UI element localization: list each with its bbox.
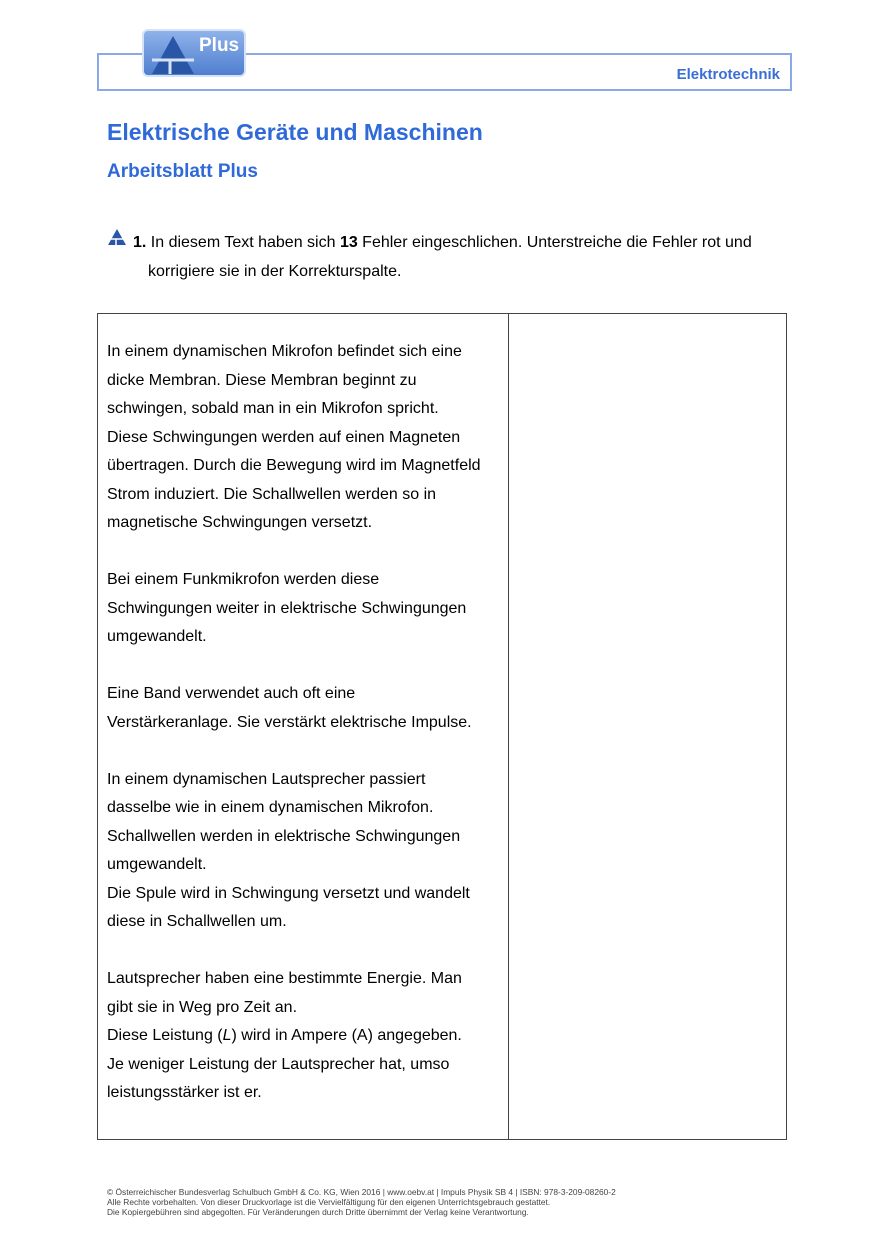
text-line: In einem dynamischen Lautsprecher passiert [107, 770, 426, 788]
text-line: Lautsprecher haben eine bestimmte Energie. Man [107, 970, 462, 987]
text-segment: Diese Leistung ( [107, 1027, 223, 1044]
footer-disclaimer: Die Kopiergebühren sind abgegolten. Für Veränderungen durch Dritte übernimmt der Verlag keine Verantwortung. [107, 1207, 529, 1217]
paragraph-5 [107, 965, 508, 1108]
logo-text: Plus [199, 35, 240, 56]
text-line: Schwingungen weiter in elektrische Schwingungen [107, 599, 467, 617]
paragraph-1 [107, 338, 508, 538]
text-line: schwingen, sobald man in ein Mikrofon spricht. [107, 400, 439, 417]
footer-copyright: © Österreichischer Bundesverlag Schulbuch GmbH & Co. KG, Wien 2016 | www.oebv.at | Impuls Physik SB 4 | ISBN: 978-3-209-08260-2 [107, 1187, 616, 1197]
task-text-before: In diesem Text haben sich [146, 234, 340, 251]
text-line: dicke Membran. Diese Membran beginnt zu [107, 371, 417, 389]
text-line [107, 1022, 508, 1051]
page-title: Elektrische Geräte und Maschinen [107, 119, 483, 145]
text-line: Strom induziert. Die Schallwellen werden so in [107, 485, 437, 503]
triangle-task-icon [107, 228, 127, 246]
text-line: leistungsstärker ist er. [107, 1084, 262, 1101]
text-line: Verstärkeranlage. Sie verstärkt elektrische Impulse. [107, 713, 472, 731]
paragraph-2 [107, 566, 508, 652]
paragraph-4 [107, 766, 508, 937]
correction-table [97, 313, 787, 1140]
text-line: Diese Schwingungen werden auf einen Magneten [107, 428, 461, 446]
text-line: Die Spule wird in Schwingung versetzt und wandelt [107, 884, 470, 902]
text-line: dasselbe wie in einem dynamischen Mikrofon. [107, 799, 434, 816]
triangle-logo-icon [150, 34, 196, 76]
subject-label: Elektrotechnik [676, 66, 780, 83]
task-line-2: korrigiere sie in der Korrekturspalte. [148, 263, 402, 280]
paragraph-3 [107, 680, 508, 737]
text-line: Je weniger Leistung der Lautsprecher hat, umso [107, 1055, 450, 1073]
footer [107, 1187, 616, 1217]
text-column [98, 314, 509, 1140]
page-subtitle: Arbeitsblatt Plus [107, 161, 258, 182]
footer-rights: Alle Rechte vorbehalten. Von dieser Druckvorlage ist die Vervielfältigung für den eigenen Unterrichtsgebrauch gestattet. [107, 1197, 551, 1207]
plus-logo [142, 29, 246, 77]
text-line: gibt sie in Weg pro Zeit an. [107, 998, 298, 1016]
text-line: diese in Schallwellen um. [107, 913, 287, 930]
text-line: Eine Band verwendet auch oft eine [107, 685, 356, 702]
correction-column[interactable] [509, 314, 787, 1140]
error-count: 13 [339, 234, 358, 251]
text-line: In einem dynamischen Mikrofon befindet sich eine [107, 343, 462, 360]
task-line-1 [133, 228, 752, 257]
leistung-symbol: L [222, 1027, 232, 1044]
text-line: magnetische Schwingungen versetzt. [107, 514, 373, 531]
text-segment: ) wird in Ampere (A) angegeben. [231, 1027, 462, 1044]
text-line: Schallwellen werden in elektrische Schwingungen [107, 827, 461, 845]
text-line: Bei einem Funkmikrofon werden diese [107, 571, 380, 588]
task-text-after: Fehler eingeschlichen. Unterstreiche die Fehler rot und [357, 234, 752, 251]
text-line: übertragen. Durch die Bewegung wird im Magnetfeld [107, 457, 481, 474]
task-number: 1. [133, 234, 147, 251]
text-line: umgewandelt. [107, 628, 207, 645]
text-line: umgewandelt. [107, 856, 207, 873]
